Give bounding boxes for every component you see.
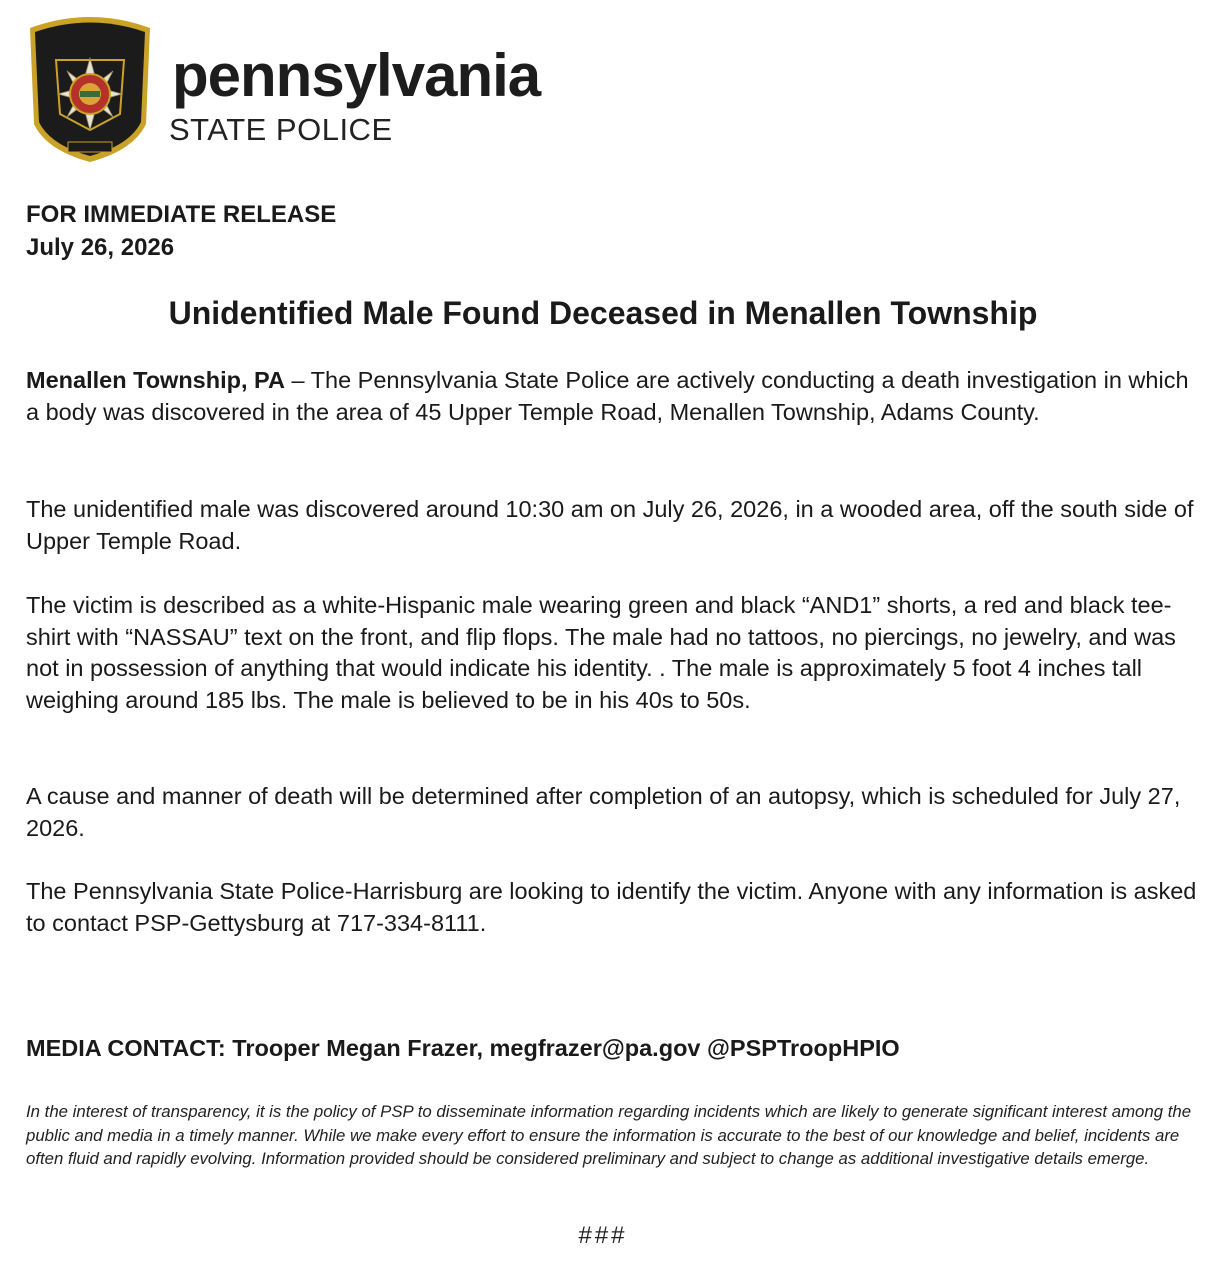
paragraph-1-body: – The Pennsylvania State Police are actively conducting a death investigation in which a body was discovered in the area of 45 Upper Temple Road, Menallen Township, Adams County. — [26, 367, 1189, 425]
release-label: FOR IMMEDIATE RELEASE — [26, 201, 337, 228]
paragraph-1 — [26, 365, 1198, 428]
media-contact: MEDIA CONTACT: Trooper Megan Frazer, megfrazer@pa.gov @PSPTroopHPIO — [26, 1035, 900, 1061]
release-block — [26, 198, 336, 264]
paragraph-5: The Pennsylvania State Police-Harrisburg are looking to identify the victim. Anyone with any information is asked to contact PSP-Gettysburg at 717-334-8111. — [26, 878, 1197, 936]
paragraph-4: A cause and manner of death will be determined after completion of an autopsy, which is scheduled for July 27, 2026. — [26, 783, 1181, 841]
wordmark-pennsylvania: pennsylvania — [172, 42, 541, 109]
paragraph-2: The unidentified male was discovered around 10:30 am on July 26, 2026, in a wooded area, off the south side of Upper Temple Road. — [26, 496, 1194, 554]
dateline: Menallen Township, PA — [26, 367, 285, 393]
disclaimer: In the interest of transparency, it is the policy of PSP to disseminate information regarding incidents which are likely to generate significant interest among the public and media in a timely manner. While we make every effort to ensure the information is accurate to the best of our knowledge and belief, incidents are often fluid and rapidly evolving. Information provided should be considered preliminary and subject to change as additional investigative details emerge. — [26, 1102, 1192, 1168]
letterhead — [24, 14, 584, 166]
paragraph-3: The victim is described as a white-Hispanic male wearing green and black “AND1” shorts, a red and black tee-shirt with “NASSAU” text on the front, and flip flops. The male had no tattoos, no piercings, no jewelry, and was not in possession of anything that would indicate his identity. . The male is approximately 5 foot 4 inches tall weighing around 185 lbs. The male is believed to be in his 40s to 50s. — [26, 592, 1176, 713]
end-marker: ### — [578, 1222, 628, 1249]
wordmark-state-police: STATE POLICE — [169, 112, 393, 147]
headline: Unidentified Male Found Deceased in Menallen Township — [168, 295, 1038, 331]
psp-badge-logo — [24, 14, 156, 164]
release-date: July 26, 2026 — [26, 234, 175, 261]
